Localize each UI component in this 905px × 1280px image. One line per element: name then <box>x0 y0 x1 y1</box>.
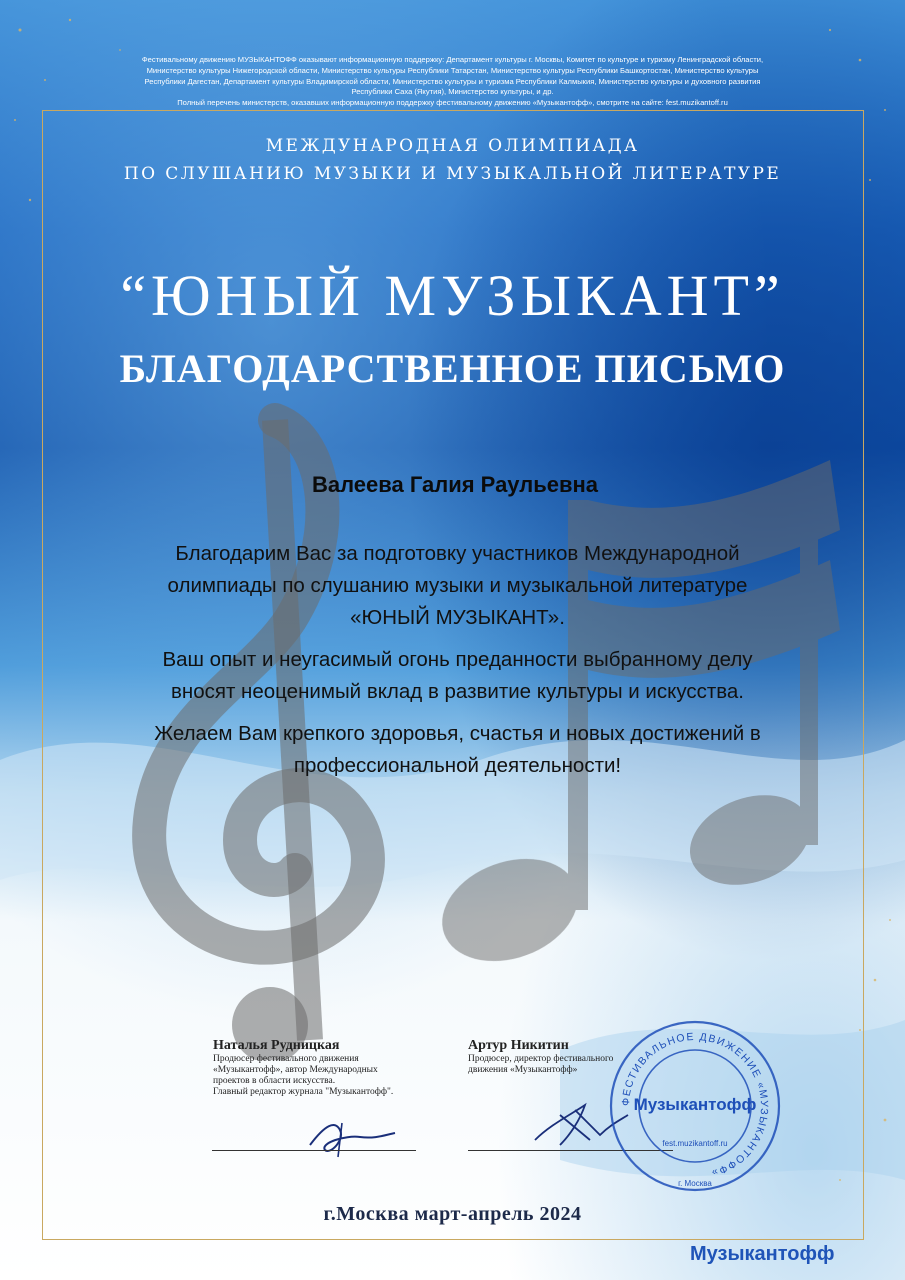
stamp-ring-text: ФЕСТИВАЛЬНОЕ ДВИЖЕНИЕ «МУЗЫКАНТОФФ» <box>619 1030 771 1180</box>
letter-body <box>60 538 855 792</box>
signer-role-line: движения «Музыкантофф» <box>468 1065 578 1075</box>
text-line: Желаем Вам крепкого здоровья, счастья и новых достижений в <box>154 722 761 745</box>
recipient-name: Валеева Галия Раульевна <box>311 472 599 497</box>
support-line: Министерство культуры Нижегородской области, Министерство культуры Республики Татарстан, Министерство культуры Республики Башкортостан, Министерство культуры <box>146 65 759 75</box>
stamp-site: fest.muzikantoff.ru <box>662 1139 728 1148</box>
signer-name: Артур Никитин <box>468 1038 569 1053</box>
olympiad-line-1: МЕЖДУНАРОДНАЯ ОЛИМПИАДА <box>265 136 640 156</box>
document-type: БЛАГОДАРСТВЕННОЕ ПИСЬМО <box>119 346 786 391</box>
signer-role-line: Продюсер фестивального движения <box>213 1054 359 1064</box>
support-line: Республики Дагестан, Департамент культуры Владимирской области, Министерство культуры и туризма Республики Калмыкия, Министерство культуры и духовного развития <box>144 76 761 86</box>
paragraph-thanks <box>60 538 855 634</box>
text-line: Благодарим Вас за подготовку участников Международной <box>175 542 740 565</box>
paragraph-wishes <box>60 718 855 782</box>
olympiad-heading <box>30 132 875 188</box>
paragraph-appreciation <box>60 644 855 708</box>
text-line: «ЮНЫЙ МУЗЫКАНТ». <box>350 606 565 629</box>
signer-role-line: Главный редактор журнала "Музыкантофф". <box>213 1087 394 1097</box>
signer-name: Наталья Рудницкая <box>213 1038 340 1053</box>
stamp-city: г. Москва <box>678 1179 712 1188</box>
text-line: профессиональной деятельности! <box>293 754 622 777</box>
signature-line <box>212 1150 416 1151</box>
support-note <box>60 55 845 109</box>
support-line: Фестивальному движению МУЗЫКАНТОФФ оказывают информационную поддержку: Департамент культуры г. Москвы, Комитет по культуре и туризму Ленинградской области, <box>141 55 764 64</box>
stamp-center: Музыкантофф <box>633 1095 757 1114</box>
text-line: олимпиады по слушанию музыки и музыкальной литературе <box>167 574 748 597</box>
city-date: г.Москва март-апрель 2024 <box>323 1203 582 1225</box>
stamp-icon <box>607 1018 783 1194</box>
text-line: Ваш опыт и неугасимый огонь преданности выбранному делу <box>162 648 753 671</box>
support-line: Полный перечень министерств, оказавших информационную поддержку фестивальному движению «Музыкантофф», смотрите на сайте: fest.muzikantoff.ru <box>177 98 728 108</box>
signer-1 <box>213 1038 463 1098</box>
page-title: “ЮНЫЙ МУЗЫКАНТ” <box>120 263 785 328</box>
signer-role-line: проектов в области искусства. <box>213 1076 336 1086</box>
olympiad-line-2: ПО СЛУШАНИЮ МУЗЫКИ И МУЗЫКАЛЬНОЙ ЛИТЕРАТУРЕ <box>123 164 782 184</box>
signature-icon <box>300 1115 400 1160</box>
text-line: вносят неоценимый вклад в развитие культуры и искусства. <box>171 680 744 703</box>
signer-role-line: «Музыкантофф», автор Международных <box>213 1065 378 1075</box>
signer-role-line: Продюсер, директор фестивального <box>468 1054 614 1064</box>
support-line: Республики Саха (Якутия), Министерство культуры, и др. <box>351 87 554 97</box>
brand-logo: Музыкантофф <box>690 1243 835 1265</box>
